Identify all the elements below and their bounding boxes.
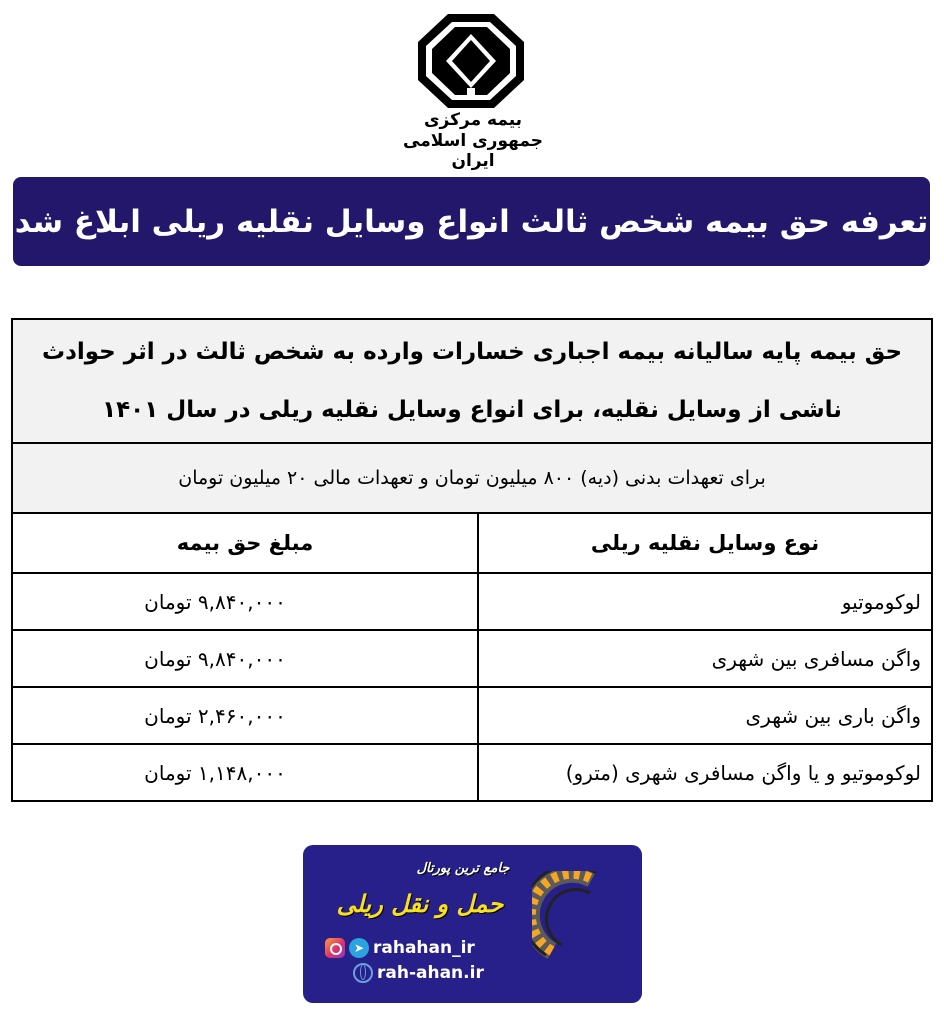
column-header-premium: مبلغ حق بیمه <box>12 513 478 573</box>
column-header-vehicle: نوع وسایل نقلیه ریلی <box>478 513 932 573</box>
vehicle-cell: واگن باری بین شهری <box>478 687 932 744</box>
telegram-icon[interactable]: ➤ <box>349 938 369 958</box>
premium-cell <box>12 744 478 801</box>
vehicle-cell: لوکوموتیو و یا واگن مسافری شهری (مترو) <box>478 744 932 801</box>
table-row <box>12 630 932 687</box>
table-subheading-row <box>12 443 932 513</box>
table-heading-line2: ناشی از وسایل نقلیه، برای انواع وسایل نقلیه ریلی در سال ۱۴۰۱ <box>102 397 842 423</box>
social-handle[interactable]: rahahan_ir <box>373 938 475 958</box>
footer-badge <box>303 845 642 1003</box>
table-row <box>12 687 932 744</box>
title-banner <box>13 177 930 266</box>
badge-tagline: جامع ترین پورتال <box>416 861 510 876</box>
vehicle-cell: واگن مسافری بین شهری <box>478 630 932 687</box>
table-heading-line1: حق بیمه پایه سالیانه بیمه اجباری خسارات وارده به شخص ثالث در اثر حوادث <box>41 339 903 365</box>
globe-icon <box>353 963 373 983</box>
premium-unit: تومان <box>144 703 192 728</box>
badge-slogan: حمل و نقل ریلی <box>336 889 504 918</box>
website-row <box>353 963 484 983</box>
social-row <box>325 938 475 958</box>
logo-text-line2: جمهوری اسلامی ایران <box>403 131 543 171</box>
vehicle-cell: لوکوموتیو <box>478 573 932 630</box>
table-subheading: برای تعهدات بدنی (دیه) ۸۰۰ میلیون تومان و تعهدات مالی ۲۰ میلیون تومان <box>12 443 932 513</box>
premium-amount: ۹,۸۴۰,۰۰۰ <box>197 646 286 671</box>
premium-amount: ۹,۸۴۰,۰۰۰ <box>197 589 286 614</box>
table-heading-row <box>12 319 932 443</box>
tariff-table <box>11 318 933 802</box>
premium-unit: تومان <box>144 589 192 614</box>
premium-cell <box>12 687 478 744</box>
website-link[interactable]: rah-ahan.ir <box>377 963 484 983</box>
instagram-icon[interactable] <box>325 938 345 958</box>
rail-track-wheel-icon <box>532 871 624 963</box>
premium-amount: ۲,۴۶۰,۰۰۰ <box>197 703 286 728</box>
table-row <box>12 744 932 801</box>
table-row <box>12 573 932 630</box>
logo-block <box>0 0 944 171</box>
central-insurance-logo-icon <box>418 14 524 108</box>
logo-text-line1: بیمه مرکزی <box>423 110 523 130</box>
premium-unit: تومان <box>144 760 192 785</box>
page-title: تعرفه حق بیمه شخص ثالث انواع وسایل نقلیه ریلی ابلاغ شد <box>14 203 929 240</box>
premium-cell <box>12 630 478 687</box>
premium-amount: ۱,۱۴۸,۰۰۰ <box>197 760 286 785</box>
table-column-header-row <box>12 513 932 573</box>
table-heading <box>12 319 932 443</box>
premium-unit: تومان <box>144 646 192 671</box>
premium-cell <box>12 573 478 630</box>
